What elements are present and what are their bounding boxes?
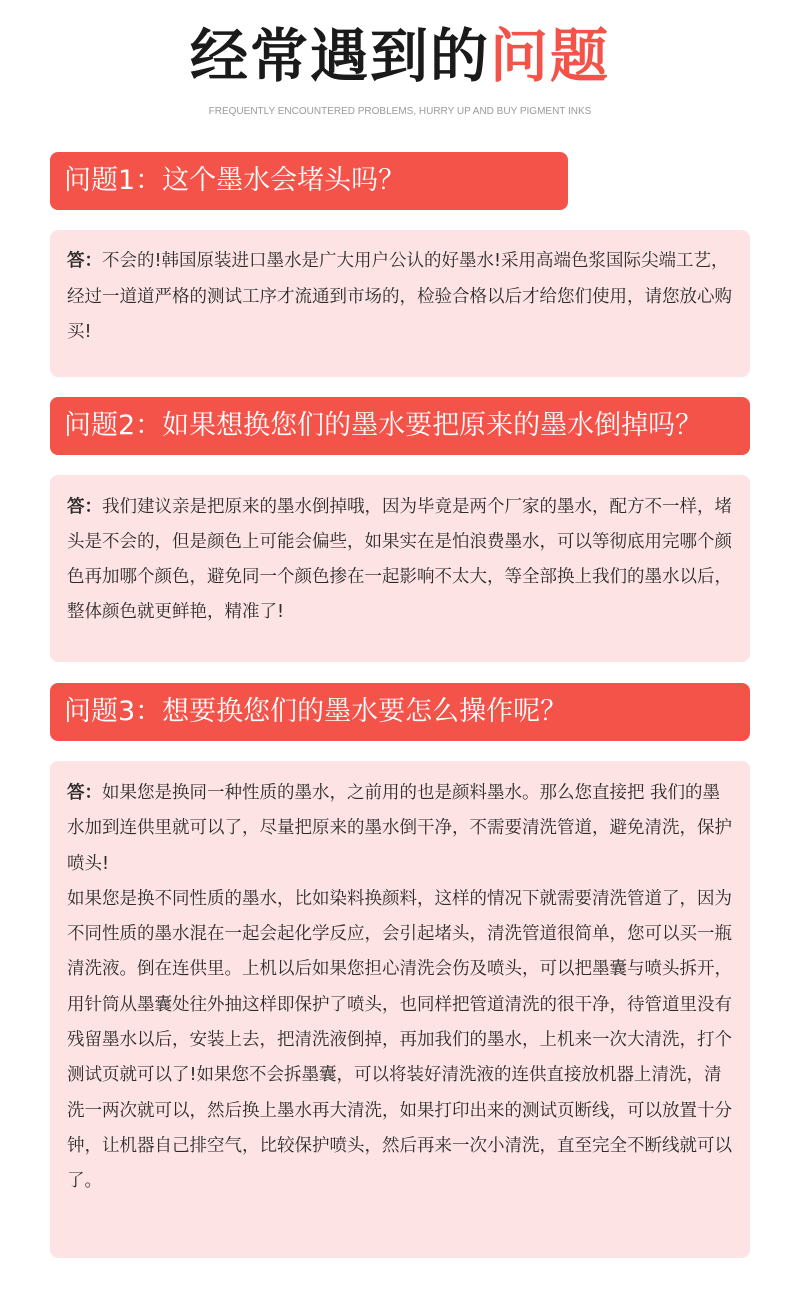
answer-text: 不会的!韩国原装进口墨水是广大用户公认的好墨水!采用高端色浆国际尖端工艺，经过一道道严格的测试工序才流通到市场的，检验合格以后才给您们使用，请您放心购买! (67, 251, 732, 342)
answer-box-3 (50, 761, 750, 1258)
answer-box-1 (50, 230, 750, 377)
answer-label: 答： (67, 251, 102, 271)
page-title-accent: 问题 (490, 22, 611, 90)
question-bar-2: 问题2：如果想换您们的墨水要把原来的墨水倒掉吗？ (50, 397, 750, 455)
answer-paragraph (67, 490, 736, 630)
answer-label: 答： (67, 497, 102, 517)
question-bar-3: 问题3：想要换您们的墨水要怎么操作呢？ (50, 683, 750, 741)
answer-paragraph (67, 776, 736, 882)
question-bar-1: 问题1：这个墨水会堵头吗？ (50, 152, 568, 210)
answer-paragraph (67, 244, 736, 351)
page-title-main: 经常遇到的 (189, 22, 490, 90)
answer-box-2 (50, 475, 750, 662)
page-title (0, 18, 800, 94)
answer-paragraph: 如果您是换不同性质的墨水，比如染料换颜料，这样的情况下就需要清洗管道了，因为不同性质的墨水混在一起会起化学反应，会引起堵头，清洗管道很简单，您可以买一瓶清洗液。倒在连供里。上机以后如果您担心清洗会伤及喷头，可以把墨囊与喷头拆开，用针筒从墨囊处往外抽这样即保护了喷头，也同样把管道清洗的很干净，待管道里没有残留墨水以后，安装上去，把清洗液倒掉，再加我们的墨水，上机来一次大清洗，打个测试页就可以了!如果您不会拆墨囊，可以将装好清洗液的连供直接放机器上清洗，清洗一两次就可以，然后换上墨水再大清洗，如果打印出来的测试页断线，可以放置十分钟，让机器自己排空气，比较保护喷头，然后再来一次小清洗，直至完全不断线就可以了。 (67, 888, 732, 1192)
page-subtitle: FREQUENTLY ENCOUNTERED PROBLEMS, HURRY UP AND BUY PIGMENT INKS (208, 106, 592, 117)
answer-label: 答： (67, 783, 102, 803)
answer-text: 如果您是换同一种性质的墨水，之前用的也是颜料墨水。那么您直接把 我们的墨水加到连供里就可以了，尽量把原来的墨水倒干净，不需要清洗管道，避免清洗，保护喷头! (67, 783, 732, 874)
answer-text: 我们建议亲是把原来的墨水倒掉哦，因为毕竟是两个厂家的墨水，配方不一样，堵头是不会的，但是颜色上可能会偏些，如果实在是怕浪费墨水，可以等彻底用完哪个颜色再加哪个颜色，避免同一个颜色掺在一起影响不太大，等全部换上我们的墨水以后，整体颜色就更鲜艳，精准了! (67, 497, 732, 622)
